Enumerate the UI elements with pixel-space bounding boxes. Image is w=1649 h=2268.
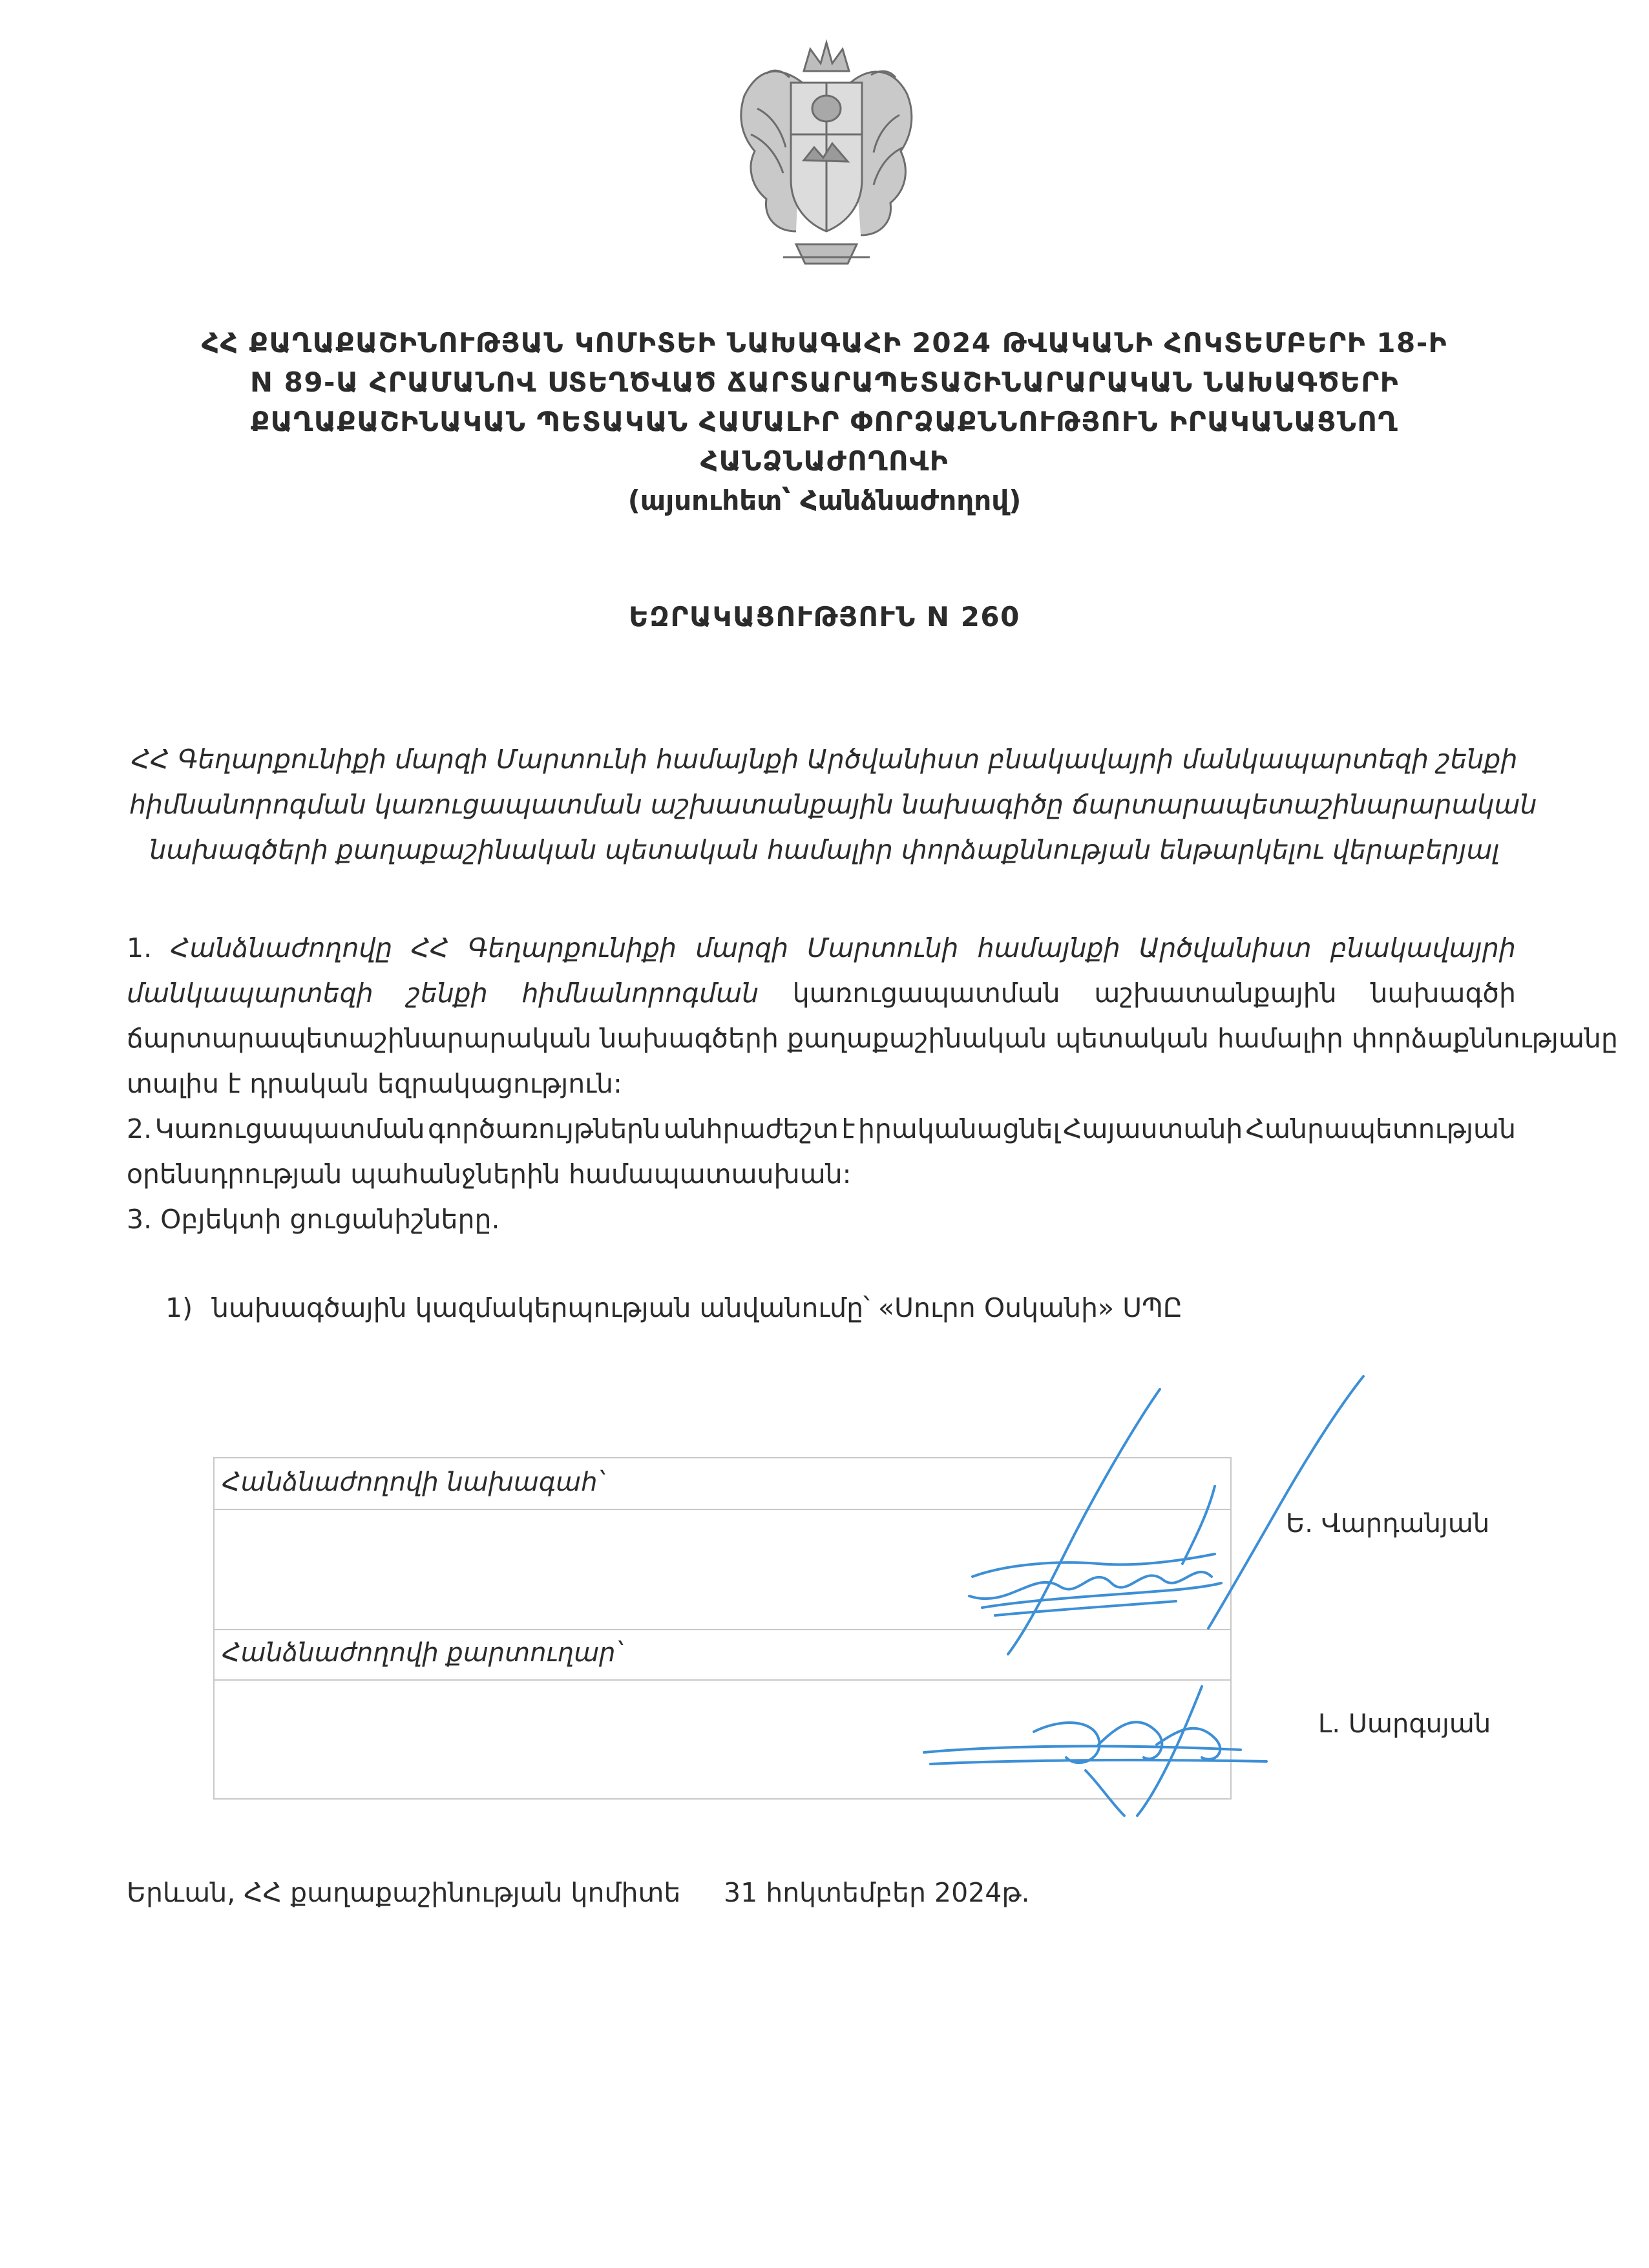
secretary-label: Հանձնաժողովի քարտուղար՝ [222,1638,622,1668]
table-rule [213,1679,1232,1681]
chair-signature-stroke [1208,1376,1363,1628]
footer-date: 31 հոկտեմբեր 2024թ. [724,1877,1030,1908]
p2-word: է [841,1113,856,1144]
coat-of-arms-emblem [719,37,934,277]
chair-label: Հանձնաժողովի նախագահ՝ [222,1467,604,1497]
indicator-item-1 [165,1292,1182,1323]
paragraph-1-line-3: ճարտարապետաշինարարական նախագծերի քաղաքաշինական պետական համալիր փորձաքննությանը [127,1023,1618,1054]
p1-word: հիմնանորոգման [521,978,759,1009]
secretary-name-text: Լ. Սարգսյան [1318,1709,1491,1739]
paragraph-1-line-2 [127,971,1516,1016]
p1-word: Մարտունի [807,932,959,963]
document-body [127,925,1618,1242]
paragraph-1-line-1 [127,925,1516,971]
p1-word: աշխատանքային [1094,978,1337,1009]
subject-block [129,737,1537,872]
p1-word: Հանձնաժողովը [171,932,393,963]
header-line-4: ՀԱՆՁՆԱԺՈՂՈՎԻ [700,445,949,477]
chair-name-text: Ե. Վարդանյան [1286,1509,1490,1538]
table-rule [213,1629,1232,1630]
conclusion-title: ԵԶՐԱԿԱՑՈՒԹՅՈՒՆ N 260 [629,601,1020,633]
p1-word: մարզի [695,932,789,963]
paragraph-2-line-2: օրենսդրության պահանջներին համապատասխան: [127,1159,852,1190]
header-subtitle: (այսուհետ՝ Հանձնաժողով) [627,485,1022,516]
header-line-3: ՔԱՂԱՔԱՇԻՆԱԿԱՆ ՊԵՏԱԿԱՆ ՀԱՄԱԼԻՐ ՓՈՐՁԱՔՆՆՈՒԹՅՈՒՆ ԻՐԱԿԱՆԱՑՆՈՂ [250,406,1399,437]
p1-word: 1. [127,932,152,963]
p2-word: Կառուցապատման [154,1113,425,1144]
signature-table [213,1457,1232,1800]
p1-word: Գեղարքունիքի [468,932,677,963]
paragraph-3: 3. Օբյեկտի ցուցանիշները. [127,1204,500,1235]
p2-word: Հանրապետության [1245,1113,1516,1144]
subject-line-2: հիմնանորոգման կառուցապատման աշխատանքային նախագիծը ճարտարապետաշինարարական [129,789,1537,820]
paragraph-2-line-1 [127,1106,1516,1151]
table-rule [213,1798,1232,1800]
table-rule [1230,1457,1232,1800]
table-rule [213,1457,215,1800]
item-number: 1) [165,1292,193,1323]
p1-word: Արծվանիստ [1139,932,1312,963]
paragraph-1-line-4: տալիս է դրական եզրակացություն: [127,1068,622,1099]
p2-word: գործառույթներն [428,1113,661,1144]
table-rule [213,1457,1232,1458]
p2-word: Հայաստանի [1063,1113,1243,1144]
subject-line-1: ՀՀ Գեղարքունիքի մարզի Մարտունի համայնքի Արծվանիստ բնակավայրի մանկապարտեզի շենքի [131,744,1518,775]
p2-word: իրականացնել [857,1113,1060,1144]
header-line-2: N 89-Ա ՀՐԱՄԱՆՈՎ ՍՏԵՂԾՎԱԾ ՃԱՐՏԱՐԱՊԵՏԱՇԻՆԱՐԱՐԱԿԱՆ ՆԱԽԱԳԾԵՐԻ [249,366,1400,398]
issuer-header [162,323,1487,521]
p1-word: նախագծի [1371,978,1516,1009]
p1-word: շենքի [407,978,488,1009]
p2-word: 2. [127,1113,152,1144]
footer-place: Երևան, ՀՀ քաղաքաշինության կոմիտե [127,1877,681,1908]
document-footer [127,1877,1030,1908]
p1-word: ՀՀ [411,932,450,963]
header-line-1: ՀՀ ՔԱՂԱՔԱՇԻՆՈՒԹՅԱՆ ԿՈՄԻՏԵԻ ՆԱԽԱԳԱՀԻ 2024 ԹՎԱԿԱՆԻ ՀՈԿՏԵՄԲԵՐԻ 18-Ի [201,327,1448,359]
p1-word: մանկապարտեզի [127,978,373,1009]
p1-word: բնակավայրի [1330,932,1516,963]
item-text: նախագծային կազմակերպության անվանումը՝ «Սուրո Օսկանի» ՍՊԸ [212,1292,1182,1323]
p1-word: համայնքի [977,932,1120,963]
p1-word: կառուցապատման [792,978,1060,1009]
table-rule [213,1509,1232,1510]
subject-line-3: նախագծերի քաղաքաշինական պետական համալիր փորձաքննության ենթարկելու վերաբերյալ [149,834,1500,865]
p2-word: անհրաժեշտ [663,1113,839,1144]
